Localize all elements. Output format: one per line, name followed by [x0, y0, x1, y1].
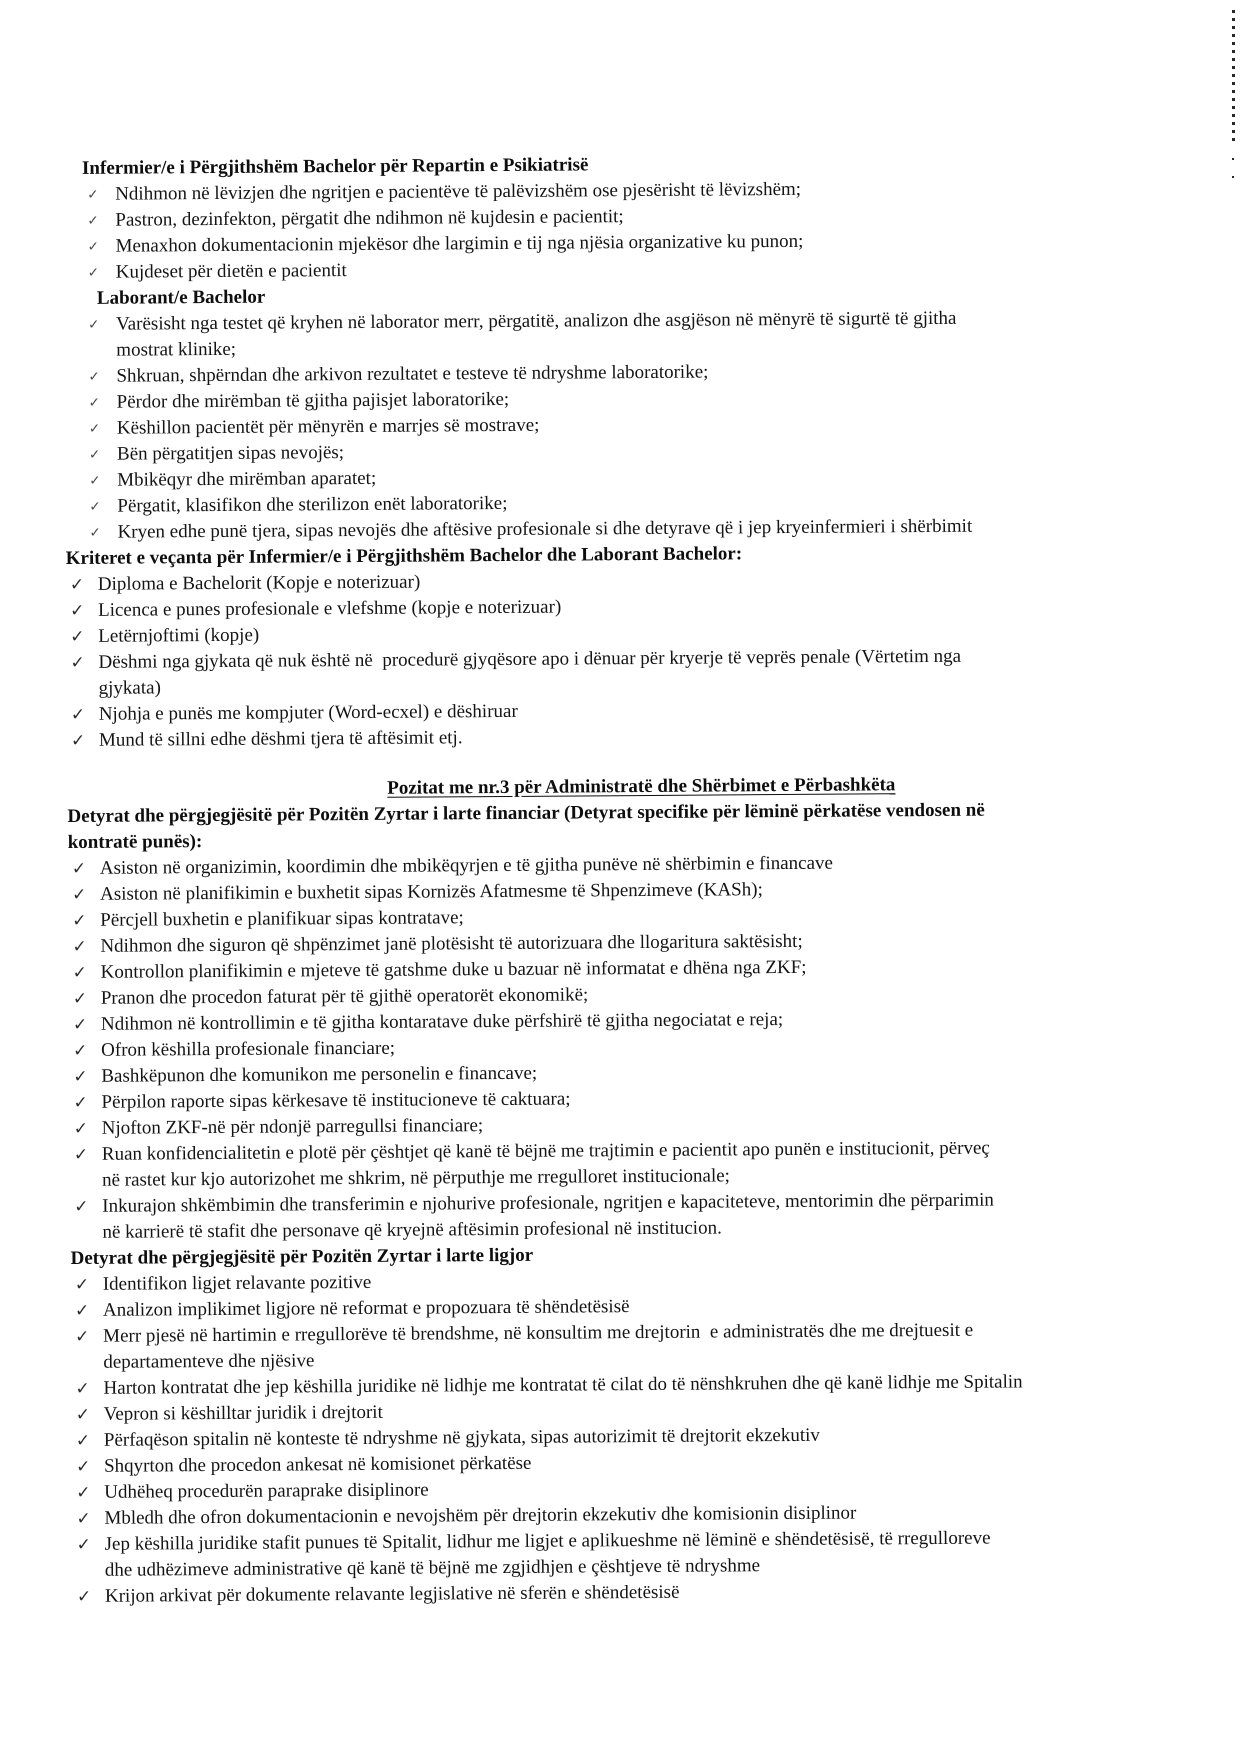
list-item-text: Letërnjoftimi (kopje)	[98, 624, 260, 647]
list-item	[68, 642, 1214, 702]
checkmark-icon: ✓	[89, 498, 101, 515]
list-item-text: Asiston në planifikimin e buxhetit sipas Kornizës Afatmesme të Shpenzimeve (KASh);	[99, 879, 763, 905]
heading-kriteret-vecanta: Kriteret e veçanta për Infermier/e i Përgjithshëm Bachelor dhe Laborant Bachelor:	[65, 543, 743, 570]
list-item-text: Mund të sillni edhe dëshmi tjera të aftësimit etj.	[98, 727, 463, 751]
checkmark-icon: ✓	[76, 1482, 91, 1503]
checkmark-icon: ✓	[70, 626, 85, 648]
list-item	[72, 1134, 1218, 1194]
list-item-text: Harton kontratat dhe jep këshilla juridike në lidhje me kontratat të cilat do të nënshkruhen dhe që kanë lidhje me Spitalin	[103, 1371, 1023, 1399]
checkmark-icon: ✓	[87, 238, 99, 255]
list-kriteret	[68, 564, 1215, 754]
checkmark-icon: ✓	[71, 858, 87, 880]
checkmark-icon: ✓	[74, 1274, 90, 1295]
checkmark-icon: ✓	[76, 1586, 92, 1607]
checkmark-icon: ✓	[76, 1534, 91, 1555]
list-item	[72, 1186, 1218, 1246]
list-item-text: Jep këshilla juridike stafit punues të Spitalit, lidhur me ligjet e aplikueshme në lëminë e shëndetësisë, të rregulloreve dhe udhëzimeve administrative që kanë të bëjnë me zgjidhjen e çështjeve të ndryshme	[104, 1527, 991, 1581]
list-item-text: Pranon dhe procedon faturat për të gjithë operatorët ekonomikë;	[100, 984, 589, 1009]
list-item	[73, 1316, 1219, 1376]
checkmark-icon: ✓	[75, 1456, 91, 1477]
list-item-text: Dëshmi nga gjykata që nuk është në procedurë gjyqësore apo i dënuar për kryerje të veprës penale (Vërtetim nga gjykata)	[98, 645, 962, 699]
list-item-text: Merr pjesë në hartimin e rregullorëve të brendshme, në konsultim me drejtorin e administratës dhe me drejtuesit e departamenteve dhe njësive	[103, 1319, 974, 1373]
checkmark-icon: ✓	[88, 316, 100, 333]
underlined-heading-text: Pozitat me nr.3 për Administratë dhe Shërbimet e Përbashkëta	[387, 774, 896, 799]
heading-detyrat-zyrtar-financiar: Detyrat dhe përgjegjësitë për Pozitën Zyrtar i larte financiar (Detyrat specifike për lëminë përkatëse vendosen në kontratë punës):	[67, 799, 985, 854]
list-item-text: Udhëheq procedurën paraprake disiplinore	[104, 1479, 429, 1503]
checkmark-icon: ✓	[70, 652, 85, 674]
checkmark-icon: ✓	[72, 936, 87, 958]
list-item-text: Analizon implikimet ligjore në reformat e propozuara të shëndetësisë	[102, 1296, 630, 1321]
heading-detyrat-zyrtar-ligjor: Detyrat dhe përgjegjësitë për Pozitën Zyrtar i larte ligjor	[70, 1244, 534, 1270]
heading-infermier-psikiatrise: Infermier/e i Përgjithshëm Bachelor për Repartin e Psikiatrisë	[81, 154, 589, 179]
checkmark-icon: ✓	[70, 600, 85, 622]
list-item-text: Njohja e punës me kompjuter (Word-ecxel) e dëshiruar	[98, 700, 518, 725]
checkmark-icon: ✓	[72, 962, 87, 984]
checkmark-icon: ✓	[89, 524, 101, 541]
list-item-text: Identifikon ligjet relavante pozitive	[102, 1271, 372, 1295]
list-item-text: Menaxhon dokumentacionin mjekësor dhe largimin e tij nga njësia organizative ku punon;	[115, 230, 804, 257]
list-item-text: Varësisht nga testet që kryhen në laborator merr, përgatitë, analizon dhe asgjëson në mënyrë të sigurtë të gjitha mostrat klinike;	[116, 307, 957, 361]
list-item-text: Ndihmon në kontrollimin e të gjitha kontaratave duke përfshirë të gjitha negociatat e reja;	[100, 1009, 784, 1035]
checkmark-icon: ✓	[74, 1300, 90, 1321]
list-item	[84, 304, 1212, 364]
list-item-text: Kontrollon planifikimin e mjeteve të gatshme duke u bazuar në informatat e dhëna nga ZKF;	[100, 956, 807, 983]
checkmark-icon: ✓	[73, 1092, 88, 1113]
list-item-text: Përcjell buxhetin e planifikuar sipas kontratave;	[100, 907, 464, 931]
list-item-text: Bën përgatitjen sipas nevojës;	[116, 442, 345, 465]
list-item-text: Përpilon raporte sipas kërkesave të institucioneve të caktuara;	[101, 1088, 571, 1113]
list-item-text: Përdor dhe mirëmban të gjitha pajisjet laboratorike;	[116, 388, 510, 413]
list-item-text: Ruan konfidencialitetin e plotë për çështjet që kanë të bëjnë me trajtimin e pacientit apo punën e institucionit, përveç në rastet kur kjo autorizohet me shkrim, në përputhje me rregulloret institucionale;	[101, 1137, 990, 1191]
checkmark-icon: ✓	[75, 1404, 91, 1425]
list-item-text: Bashkëpunon dhe komunikon me personelin e financave;	[101, 1062, 538, 1087]
checkmark-icon: ✓	[75, 1378, 90, 1399]
list-item-text: Licenca e punes profesionale e vlefshme (kopje e noterizuar)	[98, 596, 562, 621]
checkmark-icon: ✓	[73, 1144, 89, 1165]
list-item-text: Asiston në organizimin, koordimin dhe mbikëqyrjen e të gjitha punëve në shërbimin e financave	[99, 852, 834, 879]
list-item	[75, 1524, 1221, 1584]
checkmark-icon: ✓	[88, 446, 101, 463]
checkmark-icon: ✓	[69, 574, 85, 596]
checkmark-icon: ✓	[76, 1508, 91, 1529]
list-item-text: Përfaqëson spitalin në konteste të ndryshme në gjykata, sipas autorizimit të drejtorit ekzekutiv	[103, 1424, 820, 1451]
list-infermier-detyrat	[83, 174, 1212, 286]
list-item-text: Pastron, dezinfekton, përgatit dhe ndihmon në kujdesin e pacientit;	[115, 206, 624, 231]
list-item-text: Diploma e Bachelorit (Kopje e noterizuar)	[97, 571, 421, 595]
list-item-text: Këshillon pacientët për mënyrën e marrjes së mostrave;	[116, 414, 540, 439]
checkmark-icon: ✓	[73, 1066, 88, 1087]
list-item-text: Njofton ZKF-në për ndonjë parregullsi financiare;	[101, 1115, 484, 1139]
checkmark-icon: ✓	[87, 264, 100, 281]
checkmark-icon: ✓	[74, 1196, 89, 1217]
list-item-text: Ndihmon në lëvizjen dhe ngritjen e pacientëve të palëvizshëm ose pjesërisht të lëvizshëm;	[115, 178, 802, 205]
list-item-text: Ofron këshilla profesionale financiare;	[101, 1037, 396, 1061]
list-item-text: Mbikëqyr dhe mirëmban aparatet;	[117, 467, 377, 491]
heading-laborant-bachelor: Laborant/e Bachelor	[96, 286, 266, 309]
checkmark-icon: ✓	[71, 884, 87, 906]
checkmark-icon: ✓	[70, 704, 86, 726]
checkmark-icon: ✓	[73, 1118, 89, 1139]
list-item-text: Mbledh dhe ofron dokumentacionin e nevojshëm për drejtorin ekzekutiv dhe komisionin disiplinor	[104, 1502, 857, 1529]
list-detyrat-ligjor	[73, 1264, 1221, 1610]
list-item-text: Përgatit, klasifikon dhe sterilizon enët laboratorike;	[117, 492, 508, 517]
list-detyrat-financiar	[70, 848, 1219, 1246]
checkmark-icon: ✓	[72, 1014, 88, 1035]
checkmark-icon: ✓	[70, 730, 86, 752]
list-item-text: Kujdeset për dietën e pacientit	[115, 260, 347, 283]
list-item-text: Krijon arkivat për dokumente relavante legjislative në sferën e shëndetësisë	[104, 1581, 680, 1607]
list-item-text: Shqyrton dhe procedon ankesat në komisionet përkatëse	[103, 1452, 532, 1477]
checkmark-icon: ✓	[89, 472, 101, 489]
checkmark-icon: ✓	[75, 1326, 90, 1347]
checkmark-icon: ✓	[87, 186, 99, 203]
checkmark-icon: ✓	[75, 1430, 91, 1451]
checkmark-icon: ✓	[88, 420, 101, 437]
checkmark-icon: ✓	[87, 212, 99, 229]
list-item-text: Ndihmon dhe siguron që shpënzimet janë plotësisht të autorizuara dhe llogaritura saktësisht;	[100, 930, 803, 957]
list-item-text: Shkruan, shpërndan dhe arkivon rezultatet e testeve të ndryshme laboratorike;	[116, 361, 709, 387]
list-item-text: Kryen edhe punë tjera, sipas nevojës dhe aftësive profesionale si dhe detyrave që i jep kryeinfermieri i shërbimit	[117, 515, 973, 543]
list-item-text: Inkurajon shkëmbimin dhe transferimin e njohurive profesionale, ngritjen e kapaciteteve, mentorimin dhe përparimin në karrierë të stafit dhe personave që kryejnë aftësimin profesional në institucion.	[102, 1189, 994, 1243]
checkmark-icon: ✓	[73, 1040, 88, 1061]
list-laborant-detyrat	[84, 304, 1214, 546]
checkmark-icon: ✓	[88, 368, 100, 385]
list-item-text: Vepron si këshilltar juridik i drejtorit	[103, 1401, 383, 1425]
checkmark-icon: ✓	[72, 988, 88, 1010]
checkmark-icon: ✓	[72, 910, 87, 932]
checkmark-icon: ✓	[88, 394, 100, 411]
